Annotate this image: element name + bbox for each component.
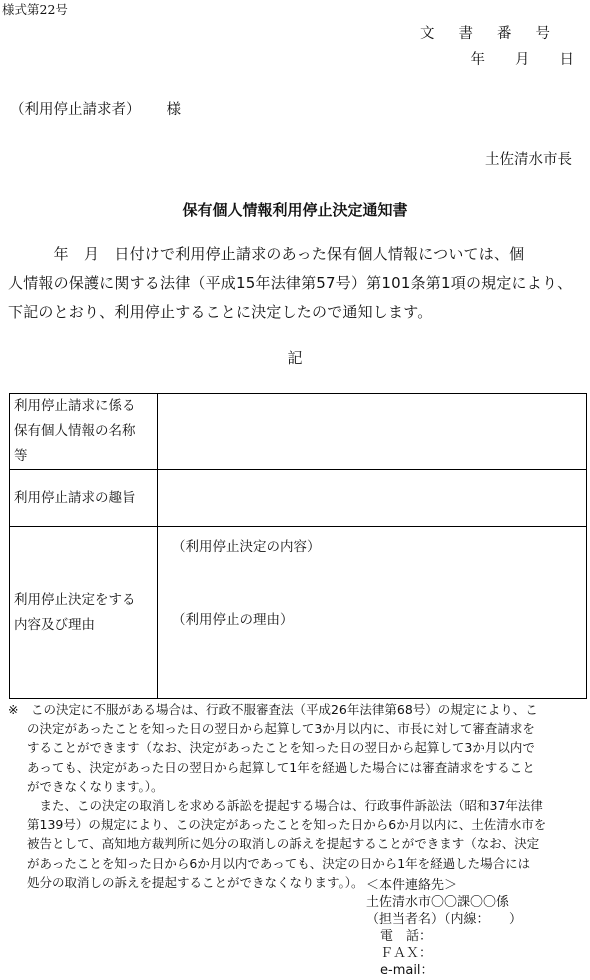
note-line: 第139号）の規定により、この決定があったことを知った日から6か月以内に、土佐清水市を (27, 817, 547, 833)
contact-phone: 電 話： (380, 929, 433, 944)
row-value-decision (158, 527, 587, 699)
note-line: あっても、決定があった日の翌日から起算して1年を経過した場合には審査請求をすること (27, 759, 535, 775)
table-row (10, 527, 587, 699)
note-line: ができなくなります。）。 (27, 778, 164, 794)
body-line: 下記のとおり、利用停止することに決定したので通知します。 (8, 303, 433, 321)
notes (8, 700, 586, 892)
row-label-request-purpose: 利用停止請求の趣旨 (10, 470, 158, 527)
document-title: 保有個人情報利用停止決定通知書 (182, 201, 408, 219)
label-line: 内容及び理由 (14, 616, 95, 633)
label-line: 利用停止決定をする (14, 591, 136, 608)
contact-fax: ＦＡＸ： (380, 946, 433, 961)
body-paragraph (8, 240, 586, 327)
table-row (10, 394, 587, 470)
note-line: また、この決定の取消しを求める訴訟を提起する場合は、行政事件訴訟法（昭和37年法律 (27, 798, 543, 814)
date-month: 月 (515, 52, 530, 68)
contact-heading: ＜本件連絡先＞ (366, 878, 458, 893)
document-date (441, 48, 575, 69)
row-value-request-purpose (158, 470, 587, 527)
row-label-info-name (10, 394, 158, 470)
sender: 土佐清水市長 (485, 152, 572, 168)
note-line: の決定があったことを知った日の翌日から起算して3か月以内に、市長に対して審査請求を (27, 721, 535, 737)
form-number: 様式第22号 (2, 2, 68, 17)
row-label-decision (10, 527, 158, 699)
date-day: 日 (559, 52, 574, 68)
details-table (9, 393, 587, 699)
contact-info (366, 877, 522, 979)
note-line: があったことを知った日から6か月以内であっても、決定の日から1年を経過した場合には (27, 855, 531, 871)
table-row (10, 470, 587, 527)
body-line: 人情報の保護に関する法律（平成15年法律第57号）第101条第1項の規定により、 (8, 274, 573, 292)
note-line: することができます（なお、決定があったことを知った日の翌日から起算して3か月以内で (27, 740, 535, 756)
label-line: 等 (14, 448, 28, 464)
label-line: 保有個人情報の名称 (14, 423, 136, 439)
addressee-name: （利用停止請求者） (10, 102, 141, 118)
contact-person: （担当者名）（内線： ） (366, 912, 523, 927)
label-line: 利用停止請求に係る (14, 398, 136, 414)
addressee-honorific: 様 (166, 102, 181, 118)
decision-reason-label: （利用停止の理由） (172, 612, 294, 628)
note-line: 被告として、高知地方裁判所に処分の取消しの訴えを提起することができます（なお、決定 (27, 836, 540, 852)
row-value-info-name (158, 394, 587, 470)
ki-heading: 記 (287, 349, 303, 367)
body-line: 年 月 日付けで利用停止請求のあった保有個人情報については、個 (8, 245, 525, 263)
note-line: 処分の取消しの訴えを提起することができなくなります。）。 (27, 874, 364, 890)
date-year: 年 (470, 52, 485, 68)
note-line: ※ この決定に不服がある場合は、行政不服審査法（平成26年法律第68号）の規定により、こ (8, 702, 538, 717)
contact-department: 土佐清水市〇〇課〇〇係 (366, 895, 510, 910)
decision-content-label: （利用停止決定の内容） (172, 539, 321, 555)
document-number: 文書番号 (420, 26, 574, 42)
addressee (10, 98, 181, 119)
contact-email: e-mail： (380, 963, 434, 978)
